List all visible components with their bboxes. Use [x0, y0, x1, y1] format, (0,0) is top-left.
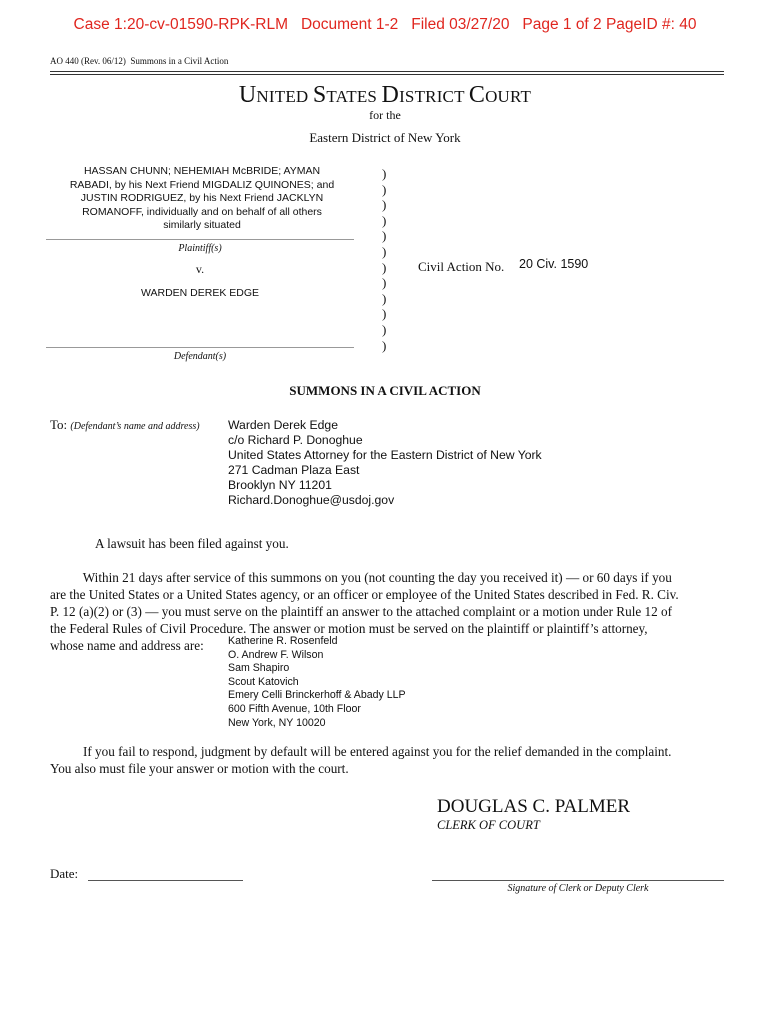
plaintiffs-underline [46, 239, 354, 240]
defendant-label: Defendant(s) [173, 351, 227, 362]
court-title-part: NITED [256, 87, 313, 106]
court-title-part: D [381, 82, 400, 108]
to-text: To: [50, 417, 68, 432]
defendant-address-block [228, 418, 542, 508]
instruction-line: are the United States or a United States agency, or an officer or employee of the United States described in Fed. R. Civ. [50, 587, 679, 602]
paren: ) [382, 197, 387, 213]
paren: ) [382, 275, 387, 291]
signature-line [432, 880, 724, 881]
plaintiffs-block [50, 165, 354, 233]
plaintiff-attorney-block [228, 635, 406, 730]
plaintiffs-line: RABADI, by his Next Friend MIGDALIZ QUINONES; and [69, 178, 335, 191]
paren: ) [382, 290, 387, 306]
paren: ) [382, 166, 387, 181]
default-warning [50, 743, 730, 777]
paren: ) [382, 321, 387, 337]
civil-action-number: 20 Civ. 1590 [519, 257, 589, 271]
instruction-line: Within 21 days after service of this summons on you (not counting the day you received it) — or 60 days if you [50, 570, 672, 585]
attorney-line: Katherine R. Rosenfeld [228, 635, 338, 647]
court-title [0, 82, 770, 109]
attorney-line: New York, NY 10020 [228, 716, 326, 729]
for-the-text: for the [369, 108, 401, 122]
paren: ) [382, 337, 387, 353]
address-line: 271 Cadman Plaza East [228, 463, 360, 477]
attorney-line: 600 Fifth Avenue, 10th Floor [228, 702, 361, 715]
paren: ) [382, 212, 387, 228]
caption-parentheses [382, 166, 386, 353]
court-title-part: S [312, 82, 327, 108]
header-rule-thick [50, 71, 724, 72]
plaintiffs-line: JUSTIN RODRIGUEZ, by his Next Friend JACKLYN [80, 192, 324, 205]
paren: ) [382, 181, 387, 197]
address-line: Brooklyn NY 11201 [228, 478, 332, 492]
attorney-line: Emery Celli Brinckerhoff & Abady LLP [228, 689, 406, 702]
address-line: Warden Derek Edge [228, 418, 338, 432]
instruction-line: P. 12 (a)(2) or (3) — you must serve on the plaintiff an answer to the attached complaint or a motion under Rule 12 of [50, 604, 672, 619]
plaintiffs-label: Plaintiff(s) [178, 243, 222, 254]
plaintiffs-line: similarly situated [163, 219, 241, 232]
warning-line: If you fail to respond, judgment by default will be entered against you for the relief demanded in the complaint. [50, 744, 672, 759]
paren: ) [382, 243, 387, 259]
address-line: United States Attorney for the Eastern District of New York [228, 448, 542, 462]
date-label: Date: [50, 866, 79, 881]
court-title-part: OURT [485, 87, 532, 106]
attorney-line: Sam Shapiro [228, 662, 290, 675]
address-line: Richard.Donoghue@usdoj.gov [228, 493, 395, 507]
summons-title: SUMMONS IN A CIVIL ACTION [289, 383, 481, 398]
versus-text: v. [195, 262, 205, 276]
paren: ) [382, 228, 387, 244]
court-title-part: TATES [326, 87, 382, 106]
civil-action-label: Civil Action No. [418, 259, 505, 274]
header-rule-thin [50, 74, 724, 75]
court-title-part: U [238, 82, 257, 108]
district-name: Eastern District of New York [309, 130, 461, 145]
to-sublabel: (Defendant’s name and address) [70, 421, 200, 432]
defendant-name: WARDEN DEREK EDGE [140, 287, 260, 299]
attorney-line: O. Andrew F. Wilson [228, 648, 324, 661]
warning-line: You also must file your answer or motion with the court. [50, 761, 349, 776]
instruction-line: the Federal Rules of Civil Procedure. The answer or motion must be served on the plaintiff or plaintiff’s attorney, [50, 621, 648, 636]
lawsuit-notice: A lawsuit has been filed against you. [95, 536, 289, 551]
clerk-name: DOUGLAS C. PALMER [437, 796, 631, 817]
filing-stamp: Case 1:20-cv-01590-RPK-RLM Document 1-2 Filed 03/27/20 Page 1 of 2 PageID #: 40 [73, 16, 697, 33]
court-title-part: ISTRICT [399, 87, 469, 106]
form-id: AO 440 (Rev. 06/12) Summons in a Civil Action [50, 56, 229, 66]
to-label [50, 417, 200, 433]
defendant-underline [46, 347, 354, 348]
paren: ) [382, 259, 387, 275]
paren: ) [382, 306, 387, 322]
address-line: c/o Richard P. Donoghue [228, 433, 363, 447]
date-field-line [88, 880, 243, 881]
plaintiffs-line: HASSAN CHUNN; NEHEMIAH McBRIDE; AYMAN [83, 165, 321, 177]
signature-label: Signature of Clerk or Deputy Clerk [507, 883, 649, 894]
court-title-part: C [468, 82, 486, 108]
plaintiffs-line: ROMANOFF, individually and on behalf of all others [82, 205, 322, 218]
instruction-line: whose name and address are: [50, 638, 204, 653]
clerk-title: CLERK OF COURT [437, 818, 540, 832]
attorney-line: Scout Katovich [228, 675, 299, 688]
